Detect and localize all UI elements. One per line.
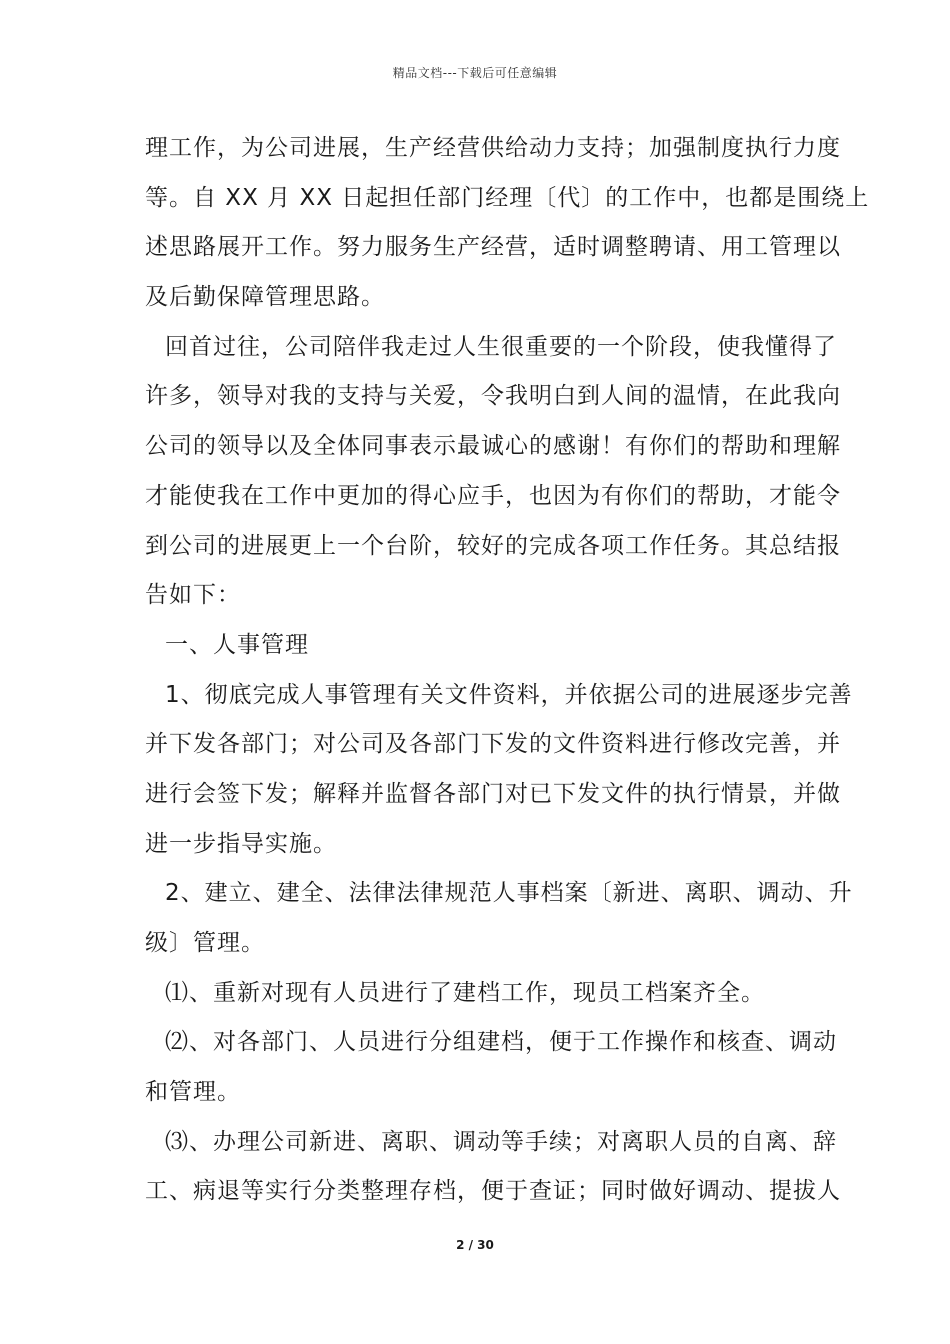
text-line: 到公司的进展更上一个台阶，较好的完成各项工作任务。其总结报 [145, 532, 841, 559]
text-line: 才能使我在工作中更加的得心应手，也因为有你们的帮助，才能令 [145, 482, 841, 509]
text-line: 告如下： [145, 582, 241, 609]
text-line: 工、病退等实行分类整理存档，便于查证；同时做好调动、提拔人 [145, 1178, 841, 1205]
paragraph-start-line: 回首过往，公司陪伴我走过人生很重要的一个阶段，使我懂得了 [165, 333, 837, 360]
text-line: 进一步指导实施。 [145, 830, 337, 857]
text-line: 等。自 XX 月 XX 日起担任部门经理〔代〕的工作中，也都是围绕上 [145, 184, 870, 211]
page-header: 精品文档---下载后可任意编辑 [392, 66, 558, 80]
text-line: 级〕管理。 [145, 930, 265, 956]
text-line: 公司的领导以及全体同事表示最诚心的感谢！有你们的帮助和理解 [145, 433, 841, 460]
text-line: 并下发各部门；对公司及各部门下发的文件资料进行修改完善，并 [145, 731, 841, 758]
document-body [145, 124, 870, 1217]
section-heading: 一、人事管理 [165, 631, 309, 658]
paragraph-start-line: ⑶、办理公司新进、离职、调动等手续；对离职人员的自离、辞 [165, 1128, 837, 1155]
text-line: 及后勤保障管理思路。 [145, 284, 385, 311]
paragraph-start-line: 1、彻底完成人事管理有关文件资料，并依据公司的进展逐步完善 [165, 681, 853, 708]
paragraph-start-line: 2、建立、建全、法律法律规范人事档案〔新进、离职、调动、升 [165, 880, 853, 907]
page-number: 2 / 30 [456, 1238, 494, 1252]
paragraph-start-line: ⑵、对各部门、人员进行分组建档，便于工作操作和核查、调动 [165, 1029, 837, 1056]
text-line: 和管理。 [145, 1079, 241, 1106]
text-line: 许多，领导对我的支持与关爱，令我明白到人间的温情，在此我向 [145, 383, 841, 410]
text-line: 述思路展开工作。努力服务生产经营，适时调整聘请、用工管理以 [145, 234, 841, 261]
text-line: 进行会签下发；解释并监督各部门对已下发文件的执行情景，并做 [145, 780, 841, 807]
text-line: 理工作，为公司进展，生产经营供给动力支持；加强制度执行力度 [145, 135, 841, 161]
paragraph-start-line: ⑴、重新对现有人员进行了建档工作，现员工档案齐全。 [165, 979, 765, 1006]
